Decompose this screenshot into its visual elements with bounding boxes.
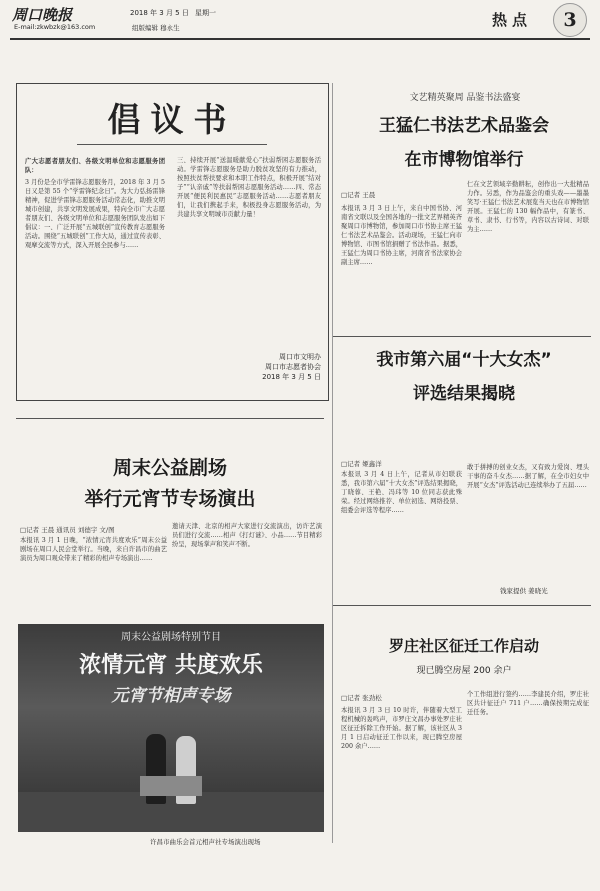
charity-body-left: 本报讯 3 月 1 日晚，“浓情元宵共度欢乐”周末公益剧场在周口人民会堂举行。当晚，来自许昌市的曲艺演员为周口观众带来了精彩的相声专场演出…… (20, 537, 167, 562)
calligraphy-headline-2: 在市博物馆举行 (404, 150, 524, 170)
photo-headline-2: 元宵节相声专场 (111, 686, 231, 706)
charity-top-rule (16, 418, 324, 419)
good-women-headline-2: 评选结果揭晓 (413, 384, 515, 404)
charity-photo (18, 624, 324, 832)
luozhuang-subhead: 现已腾空房屋 200 余户 (416, 666, 512, 676)
photo-banner-text: 周末公益剧场特别节目 (121, 632, 221, 643)
column-divider (332, 83, 333, 843)
proposal-title: 倡议书 (107, 100, 237, 139)
masthead (0, 0, 600, 34)
issue-date: 2018 年 3 月 5 日 (130, 9, 189, 17)
charity-photo-caption: 许昌市曲乐会首元相声社专场演出现场 (150, 838, 261, 846)
good-women-top-rule (333, 336, 591, 337)
section-name: 热点 (492, 11, 533, 29)
proposal-signature (217, 352, 321, 382)
signature-org-2: 周口市志愿者协会 (265, 363, 321, 371)
newspaper-logo: 周口晚报 (12, 6, 73, 24)
luozhuang-top-rule (333, 605, 591, 606)
calligraphy-byline: □记者 王晨 (341, 191, 376, 199)
stage-table (140, 776, 202, 796)
calligraphy-body-left: 本报讯 3 月 3 日上午，来自中国书协、河南省文联以及全国各地的一批文艺界精英齐聚周口市博物馆，参加周口市书协主席王猛仁书法艺术品鉴会。活动现场，王猛仁向市博物馆、市图书馆捐赠了书法作品。据悉，王猛仁为周口书协主席，河南省书法家协会副主席…… (341, 205, 462, 266)
luozhuang-body-left: 本报讯 3 月 3 日 10 时许，伴随着大型工程机械的轰鸣声，市罗庄文昌办事处罗庄社区征迁拆除工作开始。据了解，该社区从 3 月 1 日启动征迁工作以来，现已腾空房屋 200 余户…… (341, 707, 462, 750)
proposal-title-rule (77, 144, 267, 145)
proposal-salutation: 广大志愿者朋友们、各级文明单位和志愿服务团队： (25, 158, 165, 174)
signature-org-1: 周口市文明办 (279, 353, 321, 361)
charity-byline: □记者 王晨 通讯员 刘德宇 文/图 (20, 526, 115, 534)
charity-headline-1: 周末公益剧场 (112, 457, 227, 479)
charity-body-right: 邀请天津、北京的相声大家进行交流演出，访许艺演员们进行交流……相声《打灯谜》、小品……节目精彩纷呈，现场掌声和笑声不断。 (172, 523, 322, 548)
stage-floor (18, 792, 324, 832)
calligraphy-headline-1: 王猛仁书法艺术品鉴会 (379, 116, 549, 136)
page-number: 3 (563, 9, 577, 31)
luozhuang-byline: □记者 张劲松 (341, 694, 382, 702)
calligraphy-body-right: 仁在文艺领域辛勤耕耘，创作出一大批精品力作。另悉，作为品鉴会的重头戏——墨墨笑写·王猛仁书法艺术展览当天也在市博物馆开展。王猛仁的 130 幅作品中，有篆书、草书、隶书、行书等，内容以古诗词、对联为主…… (467, 181, 589, 233)
proposal-body-right: 三、持续开展“送温暖献爱心”扶弱帮困志愿服务活动。学雷锋志愿服务是助力脱贫攻坚的有力推动，按照扶贫帮扶要求和本职工作特点，积极开展“结对子”“认亲戚”等扶弱帮困志愿服务活动……四、常态开展“便民利民惠民”志愿服务活动……志愿者朋友们，让我们携起手来，积极投身志愿服务活动，为共建共享文明城市贡献力量！ (177, 157, 321, 218)
page-number-badge (553, 3, 587, 37)
proposal-body-left: 3 月份是全市学雷锋志愿服务月，2018 年 3 月 5 日又是第 55 个“学雷锋纪念日”。为大力弘扬雷锋精神，促进学雷锋志愿服务活动常态化，助推文明城市创建，共享文明发展成果，特向全市广大志愿者朋友们、各级文明单位和志愿服务团队发出如下倡议：一、广泛开展“五城联创”宣传教育志愿服务活动。围绕“五城联创”工作大局，通过宣传表彰、观摩交流等方式，深入开展全民参与…… (25, 179, 165, 249)
good-women-byline: □记者 姬鑫洋 (341, 460, 382, 468)
good-women-body-left: 本报讯 3 月 4 日上午，记者从市妇联获悉，我市第六届“十大女杰”评选结果揭晓，丁晓蓉、王艳、冯玮等 10 位同志获此殊荣。经过网络推荐、单位初选、网络投票、组委会评选等程序…… (341, 471, 462, 514)
photo-headline-1: 浓情元宵 共度欢乐 (79, 653, 263, 678)
charity-headline-2: 举行元宵节专场演出 (84, 488, 256, 510)
luozhuang-body-right: 个工作组进行签约……李建民介绍，罗庄社区共计征迁户 711 户……确保按期完成征迁任务。 (467, 691, 589, 716)
proposal-box (16, 83, 329, 401)
layout-editor: 组版编辑 穆永生 (132, 24, 180, 32)
good-women-credit: 钱家提供 姜晓光 (500, 587, 548, 595)
good-women-body-right: 敢于拼搏的创业女杰，又有致力爱岗、埋头干事的奋斗女杰……据了解，在全市妇女中开展“女杰”评选活动已连续举办了五届…… (467, 464, 589, 489)
signature-date: 2018 年 3 月 5 日 (262, 373, 321, 381)
issue-weekday: 星期一 (195, 9, 216, 17)
masthead-rule (10, 38, 590, 40)
masthead-email: E-mail:zkwbzk@163.com (14, 23, 96, 31)
calligraphy-kicker: 文艺精英聚周 品鉴书法盛宴 (409, 93, 521, 103)
good-women-headline-1: 我市第六届“十大女杰” (376, 350, 552, 370)
luozhuang-headline: 罗庄社区征迁工作启动 (388, 637, 539, 655)
